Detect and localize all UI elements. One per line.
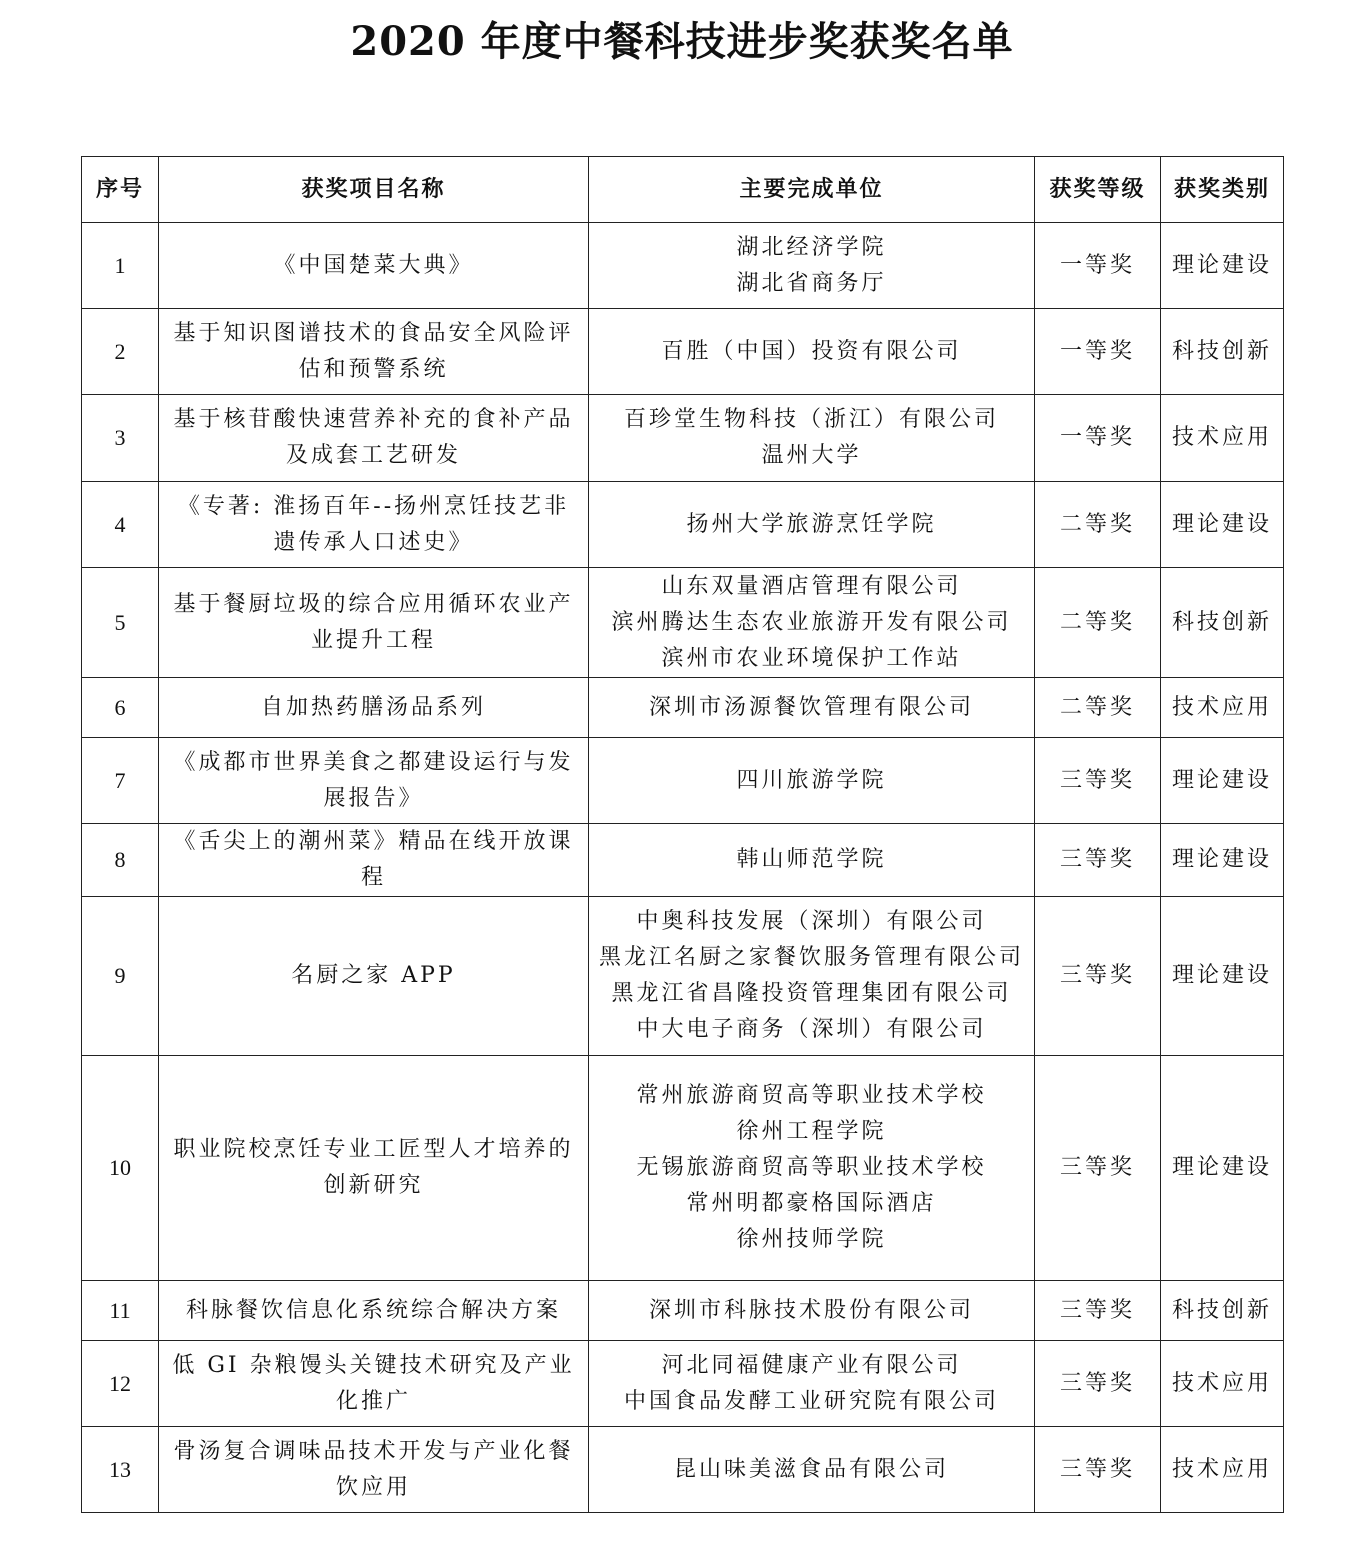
unit-name: 四川旅游学院 <box>736 767 887 793</box>
table-row <box>82 395 1284 482</box>
table-row <box>82 568 1284 678</box>
table-body <box>82 223 1284 1513</box>
unit-name: 湖北经济学院 <box>736 234 887 260</box>
unit-name: 扬州大学旅游烹饪学院 <box>686 511 937 537</box>
cell-category: 理论建设 <box>1161 824 1284 897</box>
unit-name: 徐州工程学院 <box>736 1119 887 1144</box>
unit-name: 无锡旅游商贸高等职业技术学校 <box>636 1155 987 1180</box>
cell-project: 骨汤复合调味品技术开发与产业化餐饮应用 <box>159 1427 589 1513</box>
cell-category: 技术应用 <box>1161 678 1284 738</box>
unit-name: 河北同福健康产业有限公司 <box>661 1352 962 1378</box>
cell-project: 基于餐厨垃圾的综合应用循环农业产业提升工程 <box>159 568 589 678</box>
cell-level: 三等奖 <box>1035 738 1161 824</box>
cell-category: 科技创新 <box>1161 568 1284 678</box>
cell-category: 理论建设 <box>1161 482 1284 568</box>
table-row <box>82 897 1284 1056</box>
cell-units <box>589 738 1035 824</box>
table-row <box>82 223 1284 309</box>
cell-no: 3 <box>82 395 159 482</box>
unit-name: 深圳市科脉技术股份有限公司 <box>648 1297 974 1323</box>
unit-name: 中国食品发酵工业研究院有限公司 <box>623 1388 999 1414</box>
table-row <box>82 678 1284 738</box>
awards-table <box>81 156 1284 1513</box>
cell-units <box>589 824 1035 897</box>
cell-project: 科脉餐饮信息化系统综合解决方案 <box>159 1281 589 1341</box>
cell-level: 二等奖 <box>1035 678 1161 738</box>
table-row <box>82 738 1284 824</box>
cell-project: 《成都市世界美食之都建设运行与发展报告》 <box>159 738 589 824</box>
table-row <box>82 1341 1284 1427</box>
unit-name: 湖北省商务厅 <box>736 270 887 296</box>
table-row <box>82 824 1284 897</box>
cell-units <box>589 678 1035 738</box>
header-no: 序号 <box>82 157 159 223</box>
cell-project: 基于知识图谱技术的食品安全风险评估和预警系统 <box>159 309 589 395</box>
cell-category: 技术应用 <box>1161 1427 1284 1513</box>
header-level: 获奖等级 <box>1035 157 1161 223</box>
cell-project: 职业院校烹饪专业工匠型人才培养的创新研究 <box>159 1056 589 1281</box>
cell-units <box>589 1056 1035 1281</box>
header-row <box>82 157 1284 223</box>
cell-no: 12 <box>82 1341 159 1427</box>
header-category: 获奖类别 <box>1161 157 1284 223</box>
cell-no: 8 <box>82 824 159 897</box>
cell-no: 2 <box>82 309 159 395</box>
unit-name: 常州旅游商贸高等职业技术学校 <box>636 1083 987 1108</box>
cell-project: 低 GI 杂粮馒头关键技术研究及产业化推广 <box>159 1341 589 1427</box>
cell-level: 一等奖 <box>1035 223 1161 309</box>
cell-category: 理论建设 <box>1161 738 1284 824</box>
cell-units <box>589 1341 1035 1427</box>
cell-level: 三等奖 <box>1035 897 1161 1056</box>
cell-category: 理论建设 <box>1161 897 1284 1056</box>
cell-level: 三等奖 <box>1035 1427 1161 1513</box>
cell-level: 二等奖 <box>1035 568 1161 678</box>
unit-name: 徐州技师学院 <box>736 1227 887 1252</box>
cell-no: 7 <box>82 738 159 824</box>
table-row <box>82 1281 1284 1341</box>
cell-units <box>589 309 1035 395</box>
unit-name: 韩山师范学院 <box>736 847 887 872</box>
cell-no: 11 <box>82 1281 159 1341</box>
cell-category: 技术应用 <box>1161 395 1284 482</box>
cell-category: 科技创新 <box>1161 309 1284 395</box>
cell-project: 《中国楚菜大典》 <box>159 223 589 309</box>
cell-units <box>589 395 1035 482</box>
cell-units <box>589 1281 1035 1341</box>
table-row <box>82 309 1284 395</box>
cell-no: 5 <box>82 568 159 678</box>
header-project: 获奖项目名称 <box>159 157 589 223</box>
unit-name: 黑龙江省昌隆投资管理集团有限公司 <box>611 981 1012 1006</box>
cell-units <box>589 897 1035 1056</box>
unit-name: 中奥科技发展（深圳）有限公司 <box>636 909 987 934</box>
unit-name: 温州大学 <box>761 443 862 468</box>
unit-name: 黑龙江名厨之家餐饮服务管理有限公司 <box>598 945 1024 970</box>
cell-category: 科技创新 <box>1161 1281 1284 1341</box>
unit-name: 百胜（中国）投资有限公司 <box>661 338 962 364</box>
cell-level: 三等奖 <box>1035 1056 1161 1281</box>
table-row <box>82 1427 1284 1513</box>
cell-units <box>589 1427 1035 1513</box>
cell-project: 《舌尖上的潮州菜》精品在线开放课程 <box>159 824 589 897</box>
page-title: 2020 年度中餐科技进步奖获奖名单 <box>350 18 1014 65</box>
cell-category: 理论建设 <box>1161 1056 1284 1281</box>
cell-no: 6 <box>82 678 159 738</box>
cell-project: 自加热药膳汤品系列 <box>159 678 589 738</box>
cell-no: 10 <box>82 1056 159 1281</box>
cell-category: 理论建设 <box>1161 223 1284 309</box>
cell-level: 三等奖 <box>1035 824 1161 897</box>
unit-name: 滨州市农业环境保护工作站 <box>661 645 962 671</box>
cell-project: 名厨之家 APP <box>159 897 589 1056</box>
cell-level: 三等奖 <box>1035 1341 1161 1427</box>
cell-no: 4 <box>82 482 159 568</box>
unit-name: 昆山味美滋食品有限公司 <box>673 1456 949 1482</box>
cell-no: 1 <box>82 223 159 309</box>
cell-level: 一等奖 <box>1035 309 1161 395</box>
unit-name: 常州明都豪格国际酒店 <box>686 1191 937 1216</box>
unit-name: 滨州腾达生态农业旅游开发有限公司 <box>611 609 1012 635</box>
cell-no: 13 <box>82 1427 159 1513</box>
cell-category: 技术应用 <box>1161 1341 1284 1427</box>
cell-no: 9 <box>82 897 159 1056</box>
table-row <box>82 1056 1284 1281</box>
unit-name: 山东双量酒店管理有限公司 <box>661 573 962 599</box>
unit-name: 中大电子商务（深圳）有限公司 <box>636 1017 987 1042</box>
header-units: 主要完成单位 <box>589 157 1035 223</box>
table-row <box>82 482 1284 568</box>
cell-level: 二等奖 <box>1035 482 1161 568</box>
cell-units <box>589 482 1035 568</box>
cell-level: 一等奖 <box>1035 395 1161 482</box>
cell-project: 基于核苷酸快速营养补充的食补产品及成套工艺研发 <box>159 395 589 482</box>
cell-project: 《专著: 淮扬百年--扬州烹饪技艺非遗传承人口述史》 <box>159 482 589 568</box>
cell-level: 三等奖 <box>1035 1281 1161 1341</box>
unit-name: 深圳市汤源餐饮管理有限公司 <box>648 694 974 720</box>
cell-units <box>589 223 1035 309</box>
unit-name: 百珍堂生物科技（浙江）有限公司 <box>623 407 999 432</box>
cell-units <box>589 568 1035 678</box>
